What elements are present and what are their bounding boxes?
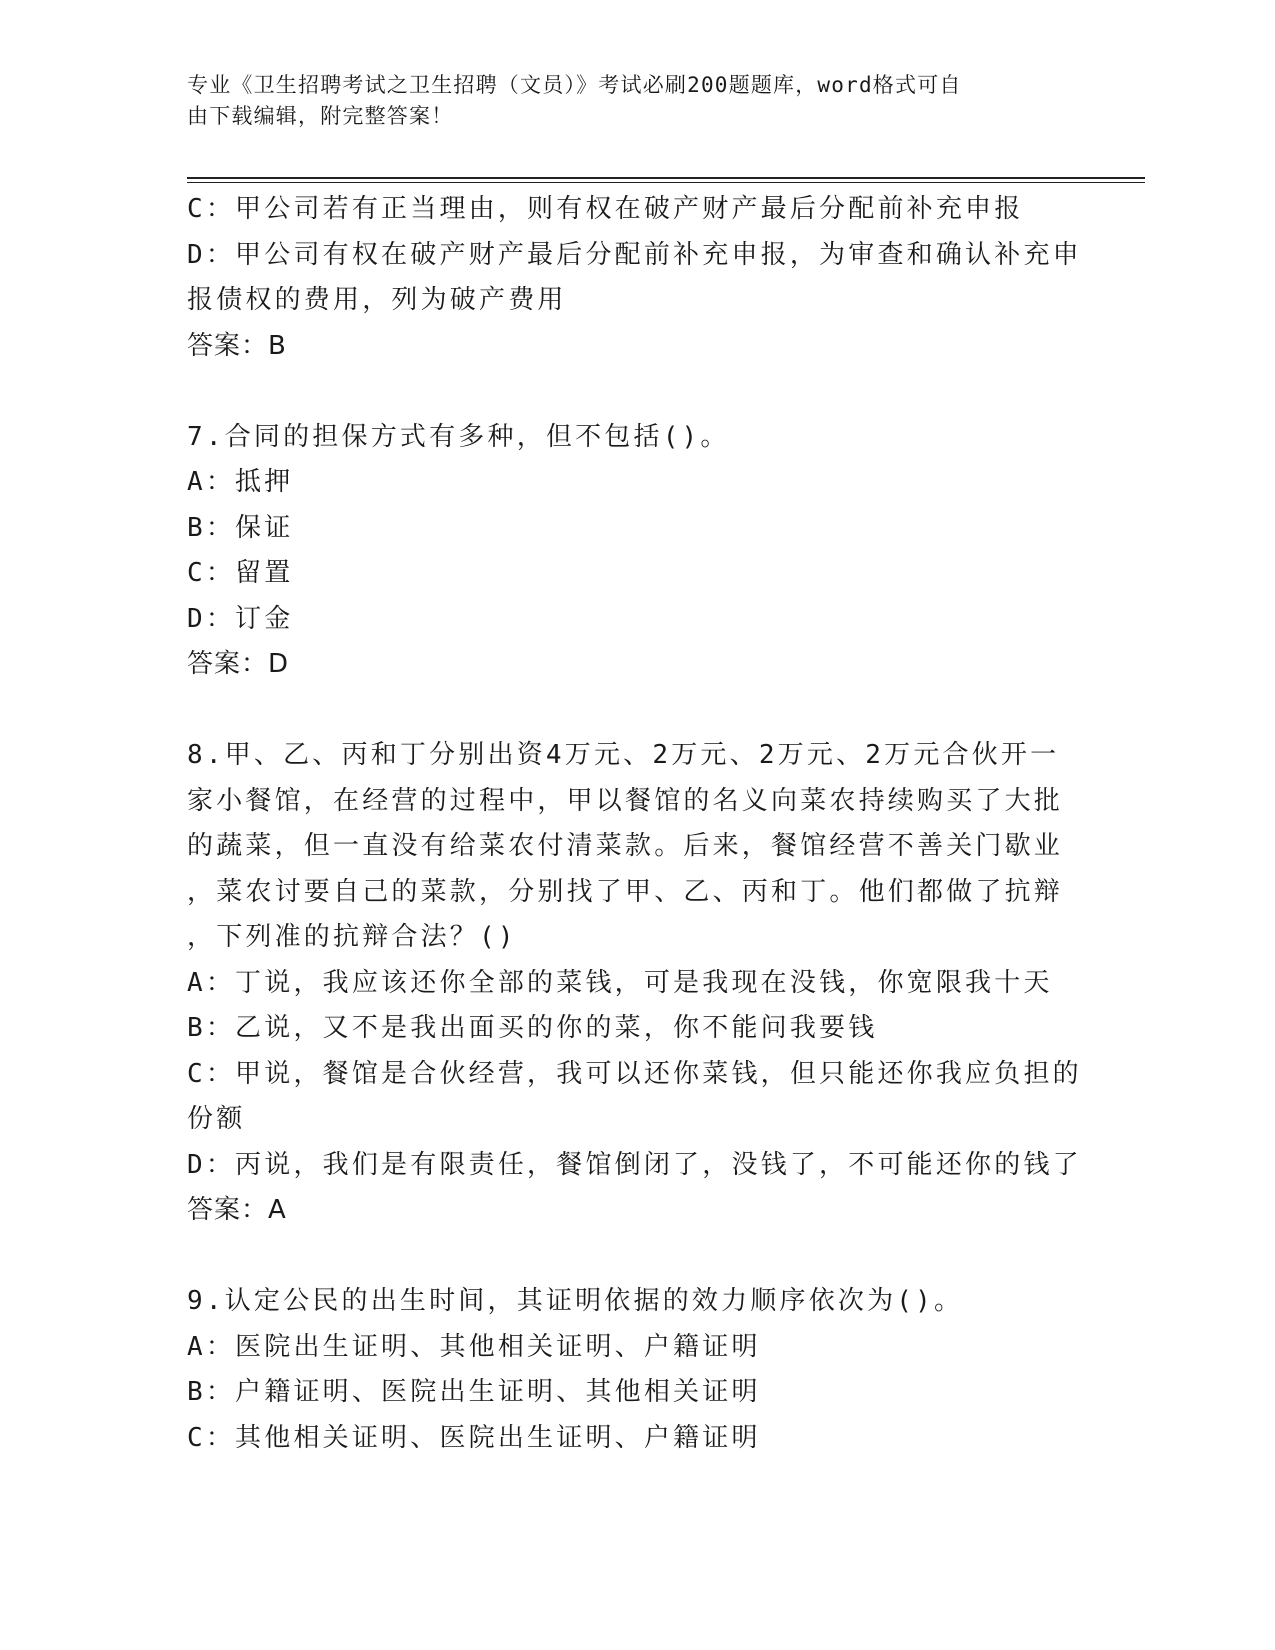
- question-content: [187, 187, 1087, 1461]
- question-7: [187, 415, 1087, 688]
- q8-option-c-line-2: 份额: [187, 1104, 246, 1134]
- header-divider-thin: [187, 182, 1145, 183]
- q7-question: 7.合同的担保方式有多种，但不包括()。: [187, 421, 730, 452]
- q9-option-b: B：户籍证明、医院出生证明、其他相关证明: [187, 1377, 761, 1407]
- q8-option-d: D：丙说，我们是有限责任，餐馆倒闭了，没钱了，不可能还你的钱了: [187, 1149, 1082, 1180]
- question-6-tail: [187, 187, 1087, 369]
- spacer: [187, 1234, 1087, 1280]
- q8-option-b: B：乙说，又不是我出面买的你的菜，你不能问我要钱: [187, 1013, 878, 1043]
- q8-option-a: A：丁说，我应该还你全部的菜钱，可是我现在没钱，你宽限我十天: [187, 967, 1053, 998]
- q8-question-line-4: ，菜农讨要自己的菜款，分别找了甲、乙、丙和丁。他们都做了抗辩: [187, 876, 1064, 907]
- q6-answer: 答案：B: [187, 330, 287, 361]
- q7-option-a: A：抵押: [187, 467, 294, 497]
- spacer: [187, 369, 1087, 415]
- q9-option-c: C：其他相关证明、医院出生证明、户籍证明: [187, 1422, 761, 1453]
- q6-option-d-line-2: 报债权的费用，列为破产费用: [187, 285, 567, 315]
- q7-option-c: C：留置: [187, 558, 294, 588]
- q9-question: 9.认定公民的出生时间，其证明依据的效力顺序依次为()。: [187, 1286, 964, 1316]
- q7-answer: 答案：D: [187, 649, 290, 679]
- q8-question-line-3: 的蔬菜，但一直没有给菜农付清菜款。后来，餐馆经营不善关门歇业: [187, 831, 1064, 861]
- q8-answer: 答案：A: [187, 1195, 287, 1225]
- document-header: [187, 70, 1067, 132]
- q8-option-c-line-1: C：甲说，餐馆是合伙经营，我可以还你菜钱，但只能还你我应负担的: [187, 1058, 1082, 1089]
- header-divider-thick: [187, 177, 1145, 179]
- question-8: [187, 733, 1087, 1234]
- header-line-1: 专业《卫生招聘考试之卫生招聘（文员）》考试必刷200题题库，word格式可自: [187, 73, 962, 97]
- spacer: [187, 688, 1087, 734]
- q9-option-a: A：医院出生证明、其他相关证明、户籍证明: [187, 1331, 761, 1362]
- q8-question-line-1: 8.甲、乙、丙和丁分别出资4万元、2万元、2万元、2万元合伙开一: [187, 740, 1060, 770]
- question-9: [187, 1279, 1087, 1461]
- q7-option-b: B：保证: [187, 512, 294, 543]
- q6-option-c: C：甲公司若有正当理由，则有权在破产财产最后分配前补充申报: [187, 194, 1024, 224]
- q6-option-d-line-1: D：甲公司有权在破产财产最后分配前补充申报，为审查和确认补充申: [187, 239, 1082, 270]
- q8-question-line-5: ，下列准的抗辩合法？(): [187, 922, 517, 952]
- header-line-2: 由下载编辑，附完整答案！: [187, 104, 454, 128]
- q8-question-line-2: 家小餐馆，在经营的过程中，甲以餐馆的名义向菜农持续购买了大批: [187, 785, 1064, 816]
- q7-option-d: D：订金: [187, 603, 294, 634]
